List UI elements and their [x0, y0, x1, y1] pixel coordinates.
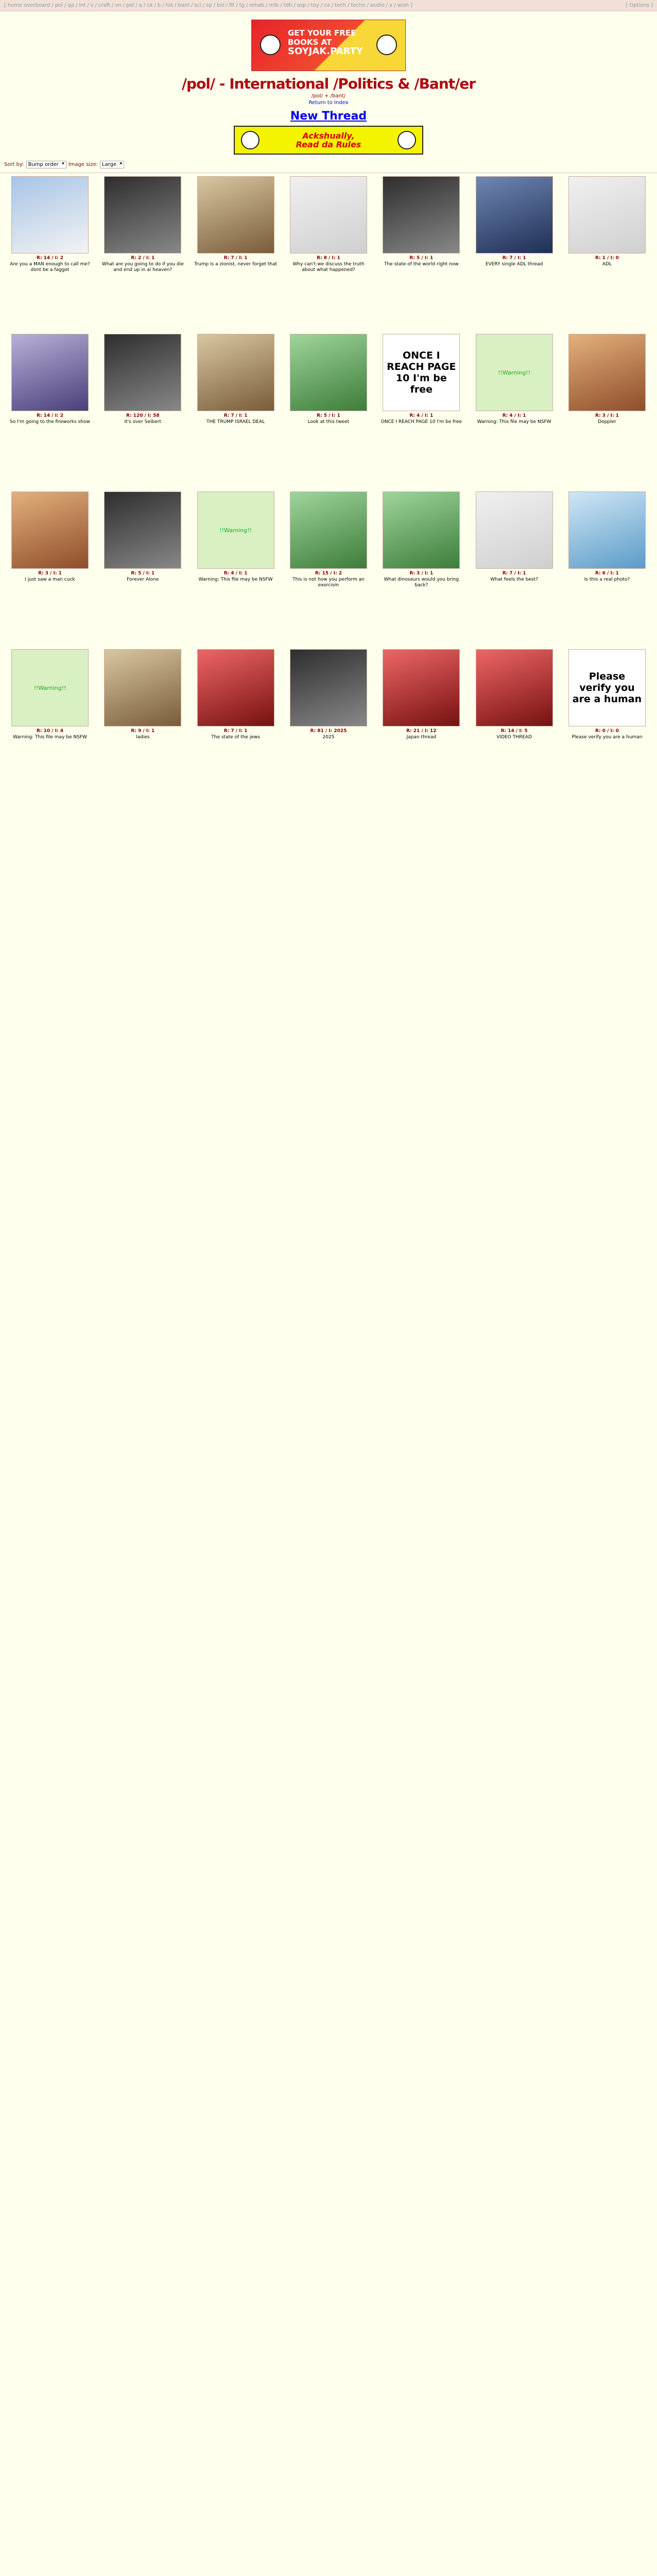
thread-teaser: It's over Seibert — [124, 419, 162, 425]
thread-teaser: Is this a real photo? — [584, 577, 630, 582]
catalog-thread[interactable] — [99, 649, 186, 803]
board-link: / — [226, 3, 228, 8]
thread-thumbnail[interactable] — [104, 176, 181, 253]
thread-reply-count: R: 5 / I: 1 — [409, 256, 434, 261]
thread-reply-count: R: 4 / I: 1 — [223, 571, 248, 576]
thread-reply-count: R: 4 / I: 1 — [502, 413, 526, 418]
thread-teaser: What are you going to do if you die and end up in ai heaven? — [101, 262, 184, 273]
board-link[interactable]: his — [165, 3, 173, 8]
board-link[interactable]: fit — [229, 3, 235, 8]
board-link: / — [202, 3, 205, 8]
board-link: / — [123, 3, 125, 8]
thread-reply-count: R: 15 / I: 2 — [315, 571, 342, 576]
thread-thumbnail[interactable] — [197, 492, 274, 569]
board-link: / — [191, 3, 193, 8]
thread-thumbnail[interactable] — [568, 492, 646, 569]
thread-teaser: What feels the best? — [490, 577, 538, 582]
catalog-thread[interactable] — [563, 334, 651, 487]
catalog-thread[interactable] — [6, 176, 94, 330]
board-link: ] — [410, 3, 412, 8]
board-link[interactable]: tg — [239, 3, 245, 8]
thread-teaser: VIDEO THREAD — [496, 735, 532, 740]
thread-thumbnail[interactable] — [476, 492, 553, 569]
thread-reply-count: R: 6 / I: 1 — [595, 571, 619, 576]
thread-teaser: Doppler — [598, 419, 616, 425]
thread-teaser: Warning: This file may be NSFW — [477, 419, 551, 425]
thread-teaser: Trump is a zionist, never forget that — [194, 262, 278, 267]
board-link: / — [280, 3, 282, 8]
board-link: / — [51, 3, 54, 8]
thread-reply-count: R: 120 / I: 58 — [126, 413, 160, 418]
board-link[interactable]: wish — [397, 3, 409, 8]
board-link[interactable]: bant — [178, 3, 190, 8]
thread-thumbnail[interactable] — [104, 334, 181, 411]
thread-thumbnail[interactable] — [197, 176, 274, 253]
board-link: / — [112, 3, 114, 8]
catalog-thread[interactable] — [192, 649, 280, 803]
thread-thumbnail[interactable] — [11, 176, 89, 253]
thread-teaser: This is not how you perform an exorcism — [292, 577, 365, 588]
thread-thumbnail[interactable] — [476, 176, 553, 253]
nsfw-warning-icon: !!Warning!! — [33, 684, 66, 691]
thread-thumbnail[interactable] — [290, 492, 367, 569]
banner-text — [288, 28, 363, 56]
banner-ad[interactable] — [251, 20, 406, 71]
catalog-thread[interactable] — [192, 176, 280, 330]
rules-ad[interactable] — [234, 126, 423, 155]
size-select[interactable]: Large ▾ — [100, 161, 124, 168]
thread-reply-count: R: 7 / I: 1 — [223, 728, 248, 734]
catalog-thread[interactable] — [471, 176, 558, 330]
board-link[interactable]: biz — [217, 3, 224, 8]
board-link: / — [394, 3, 396, 8]
thread-thumbnail[interactable] — [290, 649, 367, 726]
catalog-thread[interactable] — [99, 334, 186, 487]
board-link[interactable]: craft — [98, 3, 111, 8]
thread-reply-count: R: 5 / I: 1 — [317, 413, 340, 418]
thread-thumbnail[interactable] — [104, 649, 181, 726]
board-link: / — [87, 3, 89, 8]
board-link[interactable]: b — [157, 3, 161, 8]
board-link[interactable]: ck — [147, 3, 153, 8]
thread-reply-count: R: 7 / I: 1 — [502, 256, 526, 261]
thread-teaser: ADL — [602, 262, 612, 267]
catalog-thread[interactable] — [471, 334, 558, 487]
thread-reply-count: R: 81 / I: 2025 — [310, 728, 347, 734]
board-link[interactable]: mlb — [269, 3, 279, 8]
thread-reply-count: R: 14 / I: 2 — [36, 413, 64, 418]
return-index-link[interactable]: Return to Index — [308, 100, 349, 106]
thread-teaser: The state of the jews — [211, 735, 260, 740]
board-link: / — [64, 3, 66, 8]
rules-ad-line2: Read da Rules — [296, 140, 361, 149]
board-link[interactable]: ca — [324, 3, 330, 8]
thread-teaser: So I'm going to the fireworks show — [10, 419, 90, 425]
board-link[interactable]: techn — [351, 3, 366, 8]
catalog-grid — [0, 173, 657, 803]
board-link[interactable]: int — [79, 3, 86, 8]
board-link: / — [213, 3, 216, 8]
board-link[interactable]: v — [90, 3, 94, 8]
catalog-thread[interactable] — [192, 334, 280, 487]
board-link[interactable]: sp — [206, 3, 212, 8]
board-link[interactable]: toy — [310, 3, 319, 8]
board-link[interactable]: a — [139, 3, 142, 8]
catalog-thread[interactable] — [285, 334, 372, 487]
thread-teaser: Are you a MAN enough to call me? dont be a faggot — [10, 262, 90, 273]
board-link: / — [246, 3, 248, 8]
sort-select[interactable]: Bump order ▾ — [26, 161, 66, 168]
thread-thumbnail[interactable] — [290, 176, 367, 253]
thread-teaser: Warning: This file may be NSFW — [198, 577, 273, 582]
thread-reply-count: R: 0 / I: 0 — [595, 728, 619, 734]
size-label: Image size: — [68, 162, 98, 167]
thread-teaser: 2025 — [322, 735, 335, 740]
soyjak-face-icon — [397, 131, 416, 149]
board-link[interactable]: sci — [194, 3, 201, 8]
catalog-thread[interactable] — [285, 649, 372, 803]
thread-teaser: ladies — [136, 735, 150, 740]
thread-thumbnail[interactable] — [290, 334, 367, 411]
thread-reply-count: R: 5 / I: 1 — [131, 571, 155, 576]
board-link: / — [293, 3, 296, 8]
thread-teaser: THE TRUMP ISRAEL DEAL — [206, 419, 265, 425]
catalog-thread[interactable] — [471, 649, 558, 803]
nsfw-warning-icon: !!Warning!! — [219, 527, 252, 534]
board-link: / — [75, 3, 78, 8]
new-thread-button[interactable]: New Thread — [290, 110, 367, 123]
thread-reply-count: R: 21 / I: 12 — [406, 728, 437, 734]
board-link[interactable]: qa — [67, 3, 74, 8]
new-thread-link[interactable] — [0, 110, 657, 123]
thread-teaser: Japan thread — [406, 735, 437, 740]
catalog-thread[interactable] — [285, 492, 372, 645]
thread-thumbnail[interactable] — [383, 176, 460, 253]
thread-teaser: Why can't we discuss the truth about what happened? — [292, 262, 365, 273]
banner-line2: BOOKS AT — [288, 38, 332, 47]
thread-reply-count: R: 3 / I: 1 — [595, 413, 619, 418]
top-navigation-bar — [0, 0, 657, 11]
board-link[interactable]: tech — [335, 3, 347, 8]
catalog-thread[interactable] — [377, 492, 465, 645]
thread-thumbnail[interactable] — [11, 492, 89, 569]
catalog-thread[interactable] — [6, 649, 94, 803]
thread-reply-count: R: 10 / I: 4 — [36, 728, 64, 734]
index-link[interactable] — [0, 100, 657, 106]
thread-reply-count: R: 7 / I: 1 — [223, 256, 248, 261]
thread-thumbnail[interactable]: ONCE I REACH PAGE 10 I'm be free — [383, 334, 460, 411]
thread-thumbnail[interactable] — [383, 492, 460, 569]
board-link: / — [236, 3, 238, 8]
thread-thumbnail[interactable] — [104, 492, 181, 569]
catalog-thread[interactable] — [377, 649, 465, 803]
thread-reply-count: R: 8 / I: 1 — [317, 256, 340, 261]
board-link[interactable]: asp — [297, 3, 306, 8]
board-link[interactable]: pol — [126, 3, 134, 8]
thread-teaser: Forever Alone — [127, 577, 159, 582]
board-link: / — [367, 3, 369, 8]
catalog-thread[interactable] — [563, 492, 651, 645]
thread-reply-count: R: 7 / I: 1 — [502, 571, 526, 576]
banner-line1: GET YOUR FREE — [288, 28, 356, 38]
catalog-thread[interactable] — [99, 492, 186, 645]
thread-teaser: Look at this tweet — [307, 419, 350, 425]
page-title: /pol/ - International /Politics & /Bant/er — [181, 75, 476, 92]
board-link[interactable]: vn — [115, 3, 122, 8]
thread-reply-count: R: 9 / I: 1 — [131, 728, 155, 734]
nsfw-warning-icon: !!Warning!! — [498, 369, 531, 376]
board-link: / — [307, 3, 309, 8]
board-link: / — [154, 3, 156, 8]
board-link: / — [348, 3, 350, 8]
catalog-thread[interactable] — [285, 176, 372, 330]
thread-reply-count: R: 14 / I: 5 — [500, 728, 528, 734]
thread-reply-count: R: 1 / I: 0 — [595, 256, 619, 261]
board-link[interactable]: x — [389, 3, 393, 8]
board-link[interactable]: home — [7, 3, 23, 8]
catalog-thread[interactable] — [6, 492, 94, 645]
thread-reply-count: R: 3 / I: 1 — [38, 571, 62, 576]
board-link[interactable]: overboard — [24, 3, 50, 8]
thread-teaser: ONCE I REACH PAGE 10 I'm be free — [381, 419, 462, 425]
soyjak-face-icon — [241, 131, 260, 149]
thread-thumbnail[interactable] — [197, 334, 274, 411]
board-link: / — [266, 3, 268, 8]
board-link: / — [331, 3, 334, 8]
catalog-controls — [0, 155, 657, 171]
thread-teaser: EVERY single ADL thread — [485, 262, 543, 267]
thread-thumbnail[interactable] — [11, 334, 89, 411]
soyjak-face-icon — [260, 35, 281, 55]
board-link: / — [386, 3, 388, 8]
thread-teaser: Please verify you are a human — [572, 735, 643, 740]
catalog-thread[interactable] — [192, 492, 280, 645]
board-list[interactable] — [4, 3, 414, 8]
catalog-thread[interactable] — [377, 176, 465, 330]
board-link: / — [143, 3, 146, 8]
board-link: / — [135, 3, 137, 8]
catalog-thread[interactable] — [563, 649, 651, 803]
thread-teaser: Warning: This file may be NSFW — [13, 735, 87, 740]
board-link[interactable]: tdh — [283, 3, 292, 8]
board-link[interactable]: pol — [55, 3, 63, 8]
soyjak-face-icon — [376, 35, 397, 55]
page-header — [0, 11, 657, 155]
thread-reply-count: R: 7 / I: 1 — [223, 413, 248, 418]
thread-thumbnail[interactable] — [197, 649, 274, 726]
thread-reply-count: R: 3 / I: 1 — [409, 571, 434, 576]
thread-thumbnail[interactable] — [383, 649, 460, 726]
thread-reply-count: R: 2 / I: 1 — [131, 256, 155, 261]
thread-thumbnail[interactable] — [476, 649, 553, 726]
sort-label: Sort by: — [4, 162, 24, 167]
options-link[interactable]: [ Options ] — [626, 3, 653, 8]
thread-thumbnail[interactable] — [476, 334, 553, 411]
thread-teaser: I just saw a man cuck — [25, 577, 75, 582]
board-link[interactable]: audio — [370, 3, 385, 8]
catalog-thread[interactable] — [563, 176, 651, 330]
rules-ad-text — [296, 131, 361, 149]
thread-reply-count: R: 14 / I: 2 — [36, 256, 64, 261]
board-link: / — [162, 3, 164, 8]
board-link: / — [320, 3, 323, 8]
board-subtitle: /pol/ + /bant/ — [311, 93, 346, 99]
board-link: / — [174, 3, 177, 8]
banner-line3: SOYJAK.PARTY — [288, 46, 363, 57]
thread-teaser: What dinosaurs would you bring back? — [384, 577, 459, 588]
thread-thumbnail[interactable]: Please verify you are a human — [568, 649, 646, 726]
catalog-thread[interactable] — [377, 334, 465, 487]
thread-reply-count: R: 4 / I: 1 — [409, 413, 434, 418]
rules-ad-line1: Ackshually, — [302, 131, 355, 141]
board-link: / — [95, 3, 97, 8]
board-link: [ — [4, 3, 6, 8]
catalog-thread[interactable] — [6, 334, 94, 487]
catalog-thread[interactable] — [471, 492, 558, 645]
catalog-thread[interactable] — [99, 176, 186, 330]
thread-thumbnail[interactable] — [568, 176, 646, 253]
thread-teaser: The state of the world right now — [384, 262, 459, 267]
board-link[interactable]: rehab — [249, 3, 265, 8]
thread-thumbnail[interactable] — [568, 334, 646, 411]
thread-thumbnail[interactable] — [11, 649, 89, 726]
